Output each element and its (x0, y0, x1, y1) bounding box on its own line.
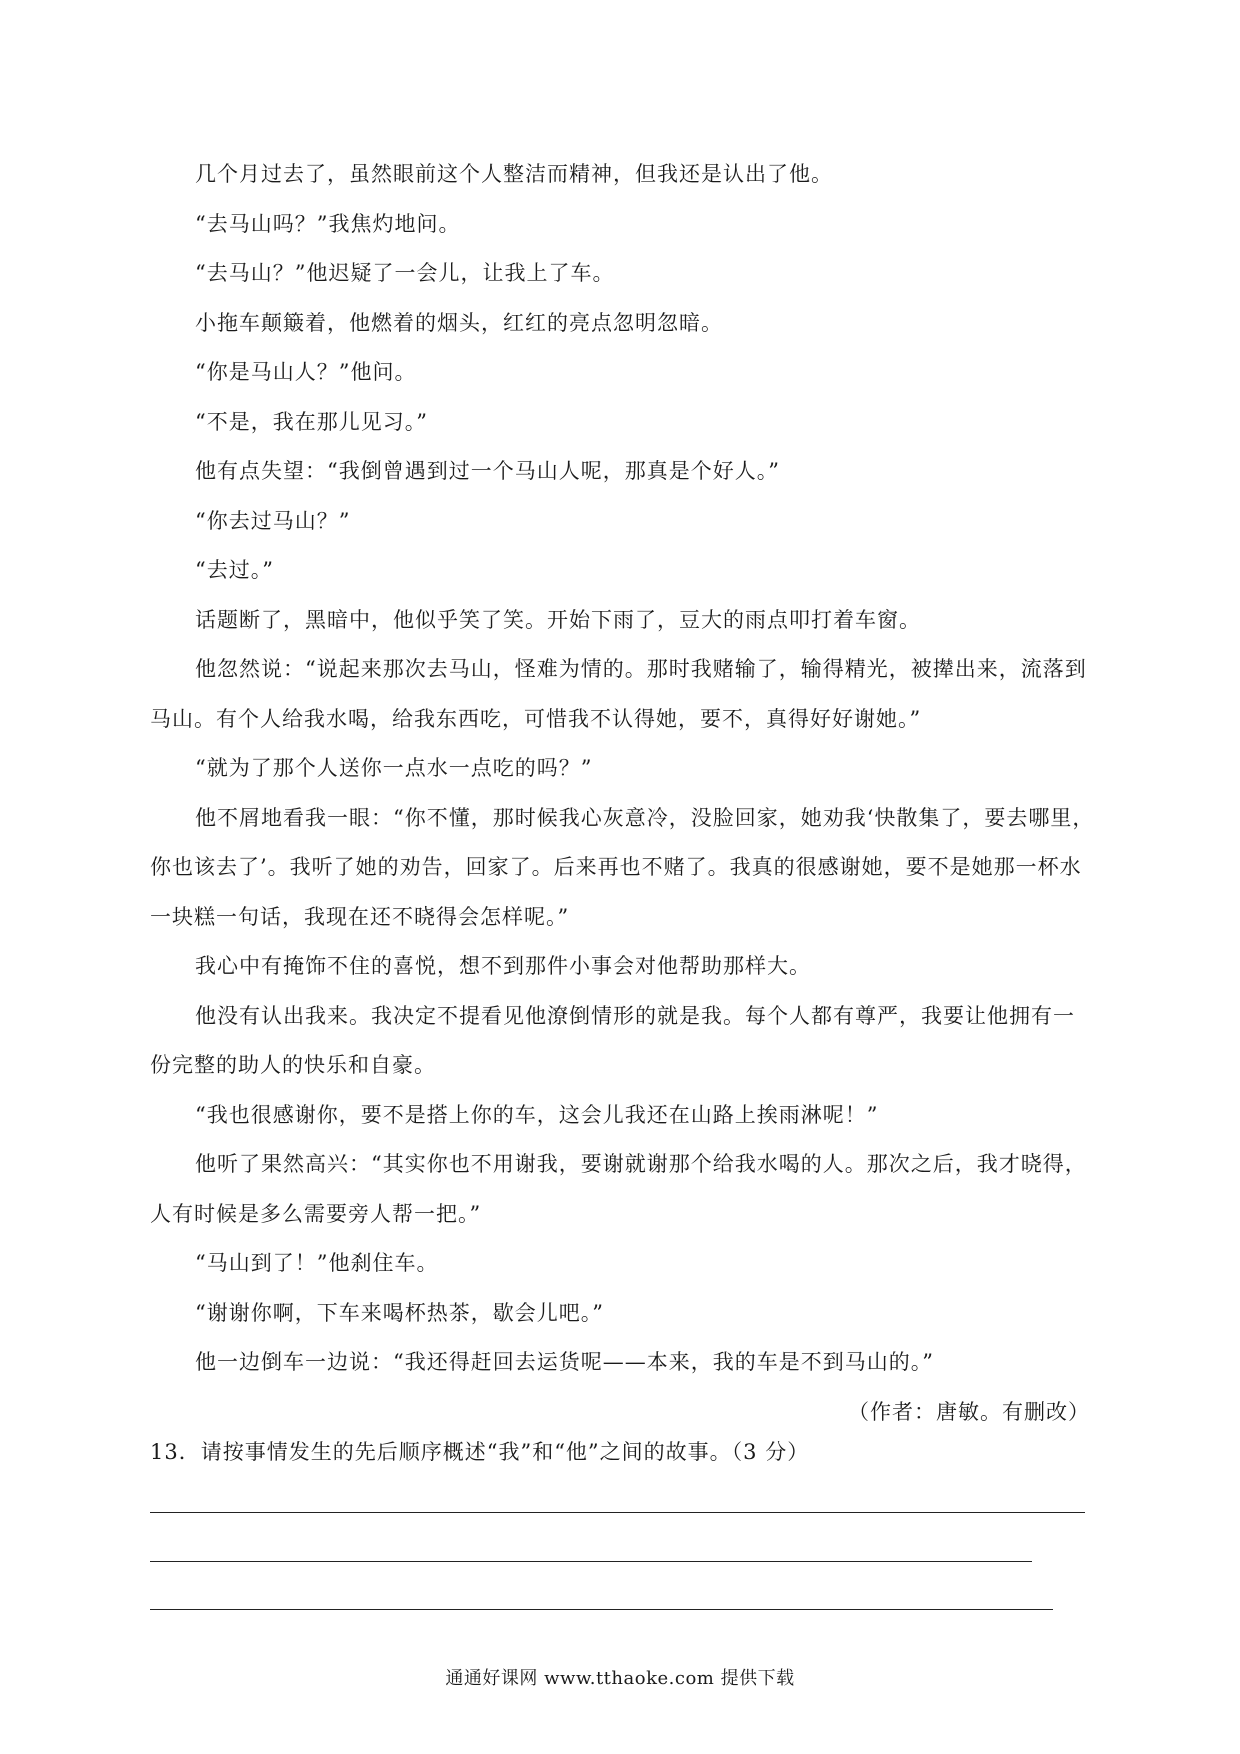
paragraph: 他忽然说：“说起来那次去马山，怪难为情的。那时我赌输了，输得精光，被撵出来，流落到马山。有个人给我水喝，给我东西吃，可惜我不认得她，要不，真得好好谢她。” (150, 657, 1087, 731)
page-footer: 通通好课网 www.tthaoke.com 提供下载 (445, 1668, 795, 1689)
paragraph: “谢谢你啊，下车来喝杯热茶，歇会儿吧。” (195, 1300, 604, 1325)
answer-line[interactable] (150, 1561, 1032, 1562)
paragraph: “我也很感谢你，要不是搭上你的车，这会儿我还在山路上挨雨淋呢！” (195, 1102, 879, 1127)
paragraph: “就为了那个人送你一点水一点吃的吗？” (195, 756, 593, 780)
paragraph: 他一边倒车一边说：“我还得赶回去运货呢——本来，我的车是不到马山的。” (195, 1350, 934, 1374)
paragraph: 他听了果然高兴：“其实你也不用谢我，要谢就谢那个给我水喝的人。那次之后，我才晓得，人有时候是多么需要旁人帮一把。” (150, 1152, 1087, 1226)
question-13: 13．请按事情发生的先后顺序概述“我”和“他”之间的故事。（3 分） (150, 1440, 810, 1464)
paragraph: “去过。” (195, 558, 274, 582)
paragraph: 小拖车颠簸着，他燃着的烟头，红红的亮点忽明忽暗。 (195, 310, 723, 335)
paragraph: 他不屑地看我一眼：“你不懂，那时候我心灰意冷，没脸回家，她劝我‘快散集了，要去哪里，你也该去了’。我听了她的劝告，回家了。后来再也不赌了。我真的很感谢她，要不是她那一杯水一块糕一句话，我现在还不晓得会怎样呢。” (150, 805, 1095, 929)
paragraph: “去马山吗？”我焦灼地问。 (195, 211, 461, 236)
paragraph: 他有点失望：“我倒曾遇到过一个马山人呢，那真是个好人。” (195, 459, 780, 483)
story-text (150, 150, 1095, 1437)
paragraph: “你去过马山？” (195, 508, 351, 533)
paragraph: 几个月过去了，虽然眼前这个人整洁而精神，但我还是认出了他。 (195, 162, 833, 186)
answer-line[interactable] (150, 1609, 1053, 1610)
paragraph: 他没有认出我来。我决定不提看见他潦倒情形的就是我。每个人都有尊严，我要让他拥有一份完整的助人的快乐和自豪。 (150, 1003, 1075, 1077)
paragraph: “马山到了！”他刹住车。 (195, 1251, 439, 1275)
paragraph: “去马山？”他迟疑了一会儿，让我上了车。 (195, 261, 615, 285)
paragraph: 话题断了，黑暗中，他似乎笑了笑。开始下雨了，豆大的雨点叩打着车窗。 (195, 607, 921, 632)
paragraph: “你是马山人？”他问。 (195, 360, 417, 384)
paragraph: 我心中有掩饰不住的喜悦，想不到那件小事会对他帮助那样大。 (195, 954, 811, 978)
paragraph: “不是，我在那儿见习。” (195, 409, 428, 434)
author-credit: （作者：唐敏。有删改） (848, 1399, 1090, 1424)
answer-line[interactable] (150, 1512, 1085, 1513)
